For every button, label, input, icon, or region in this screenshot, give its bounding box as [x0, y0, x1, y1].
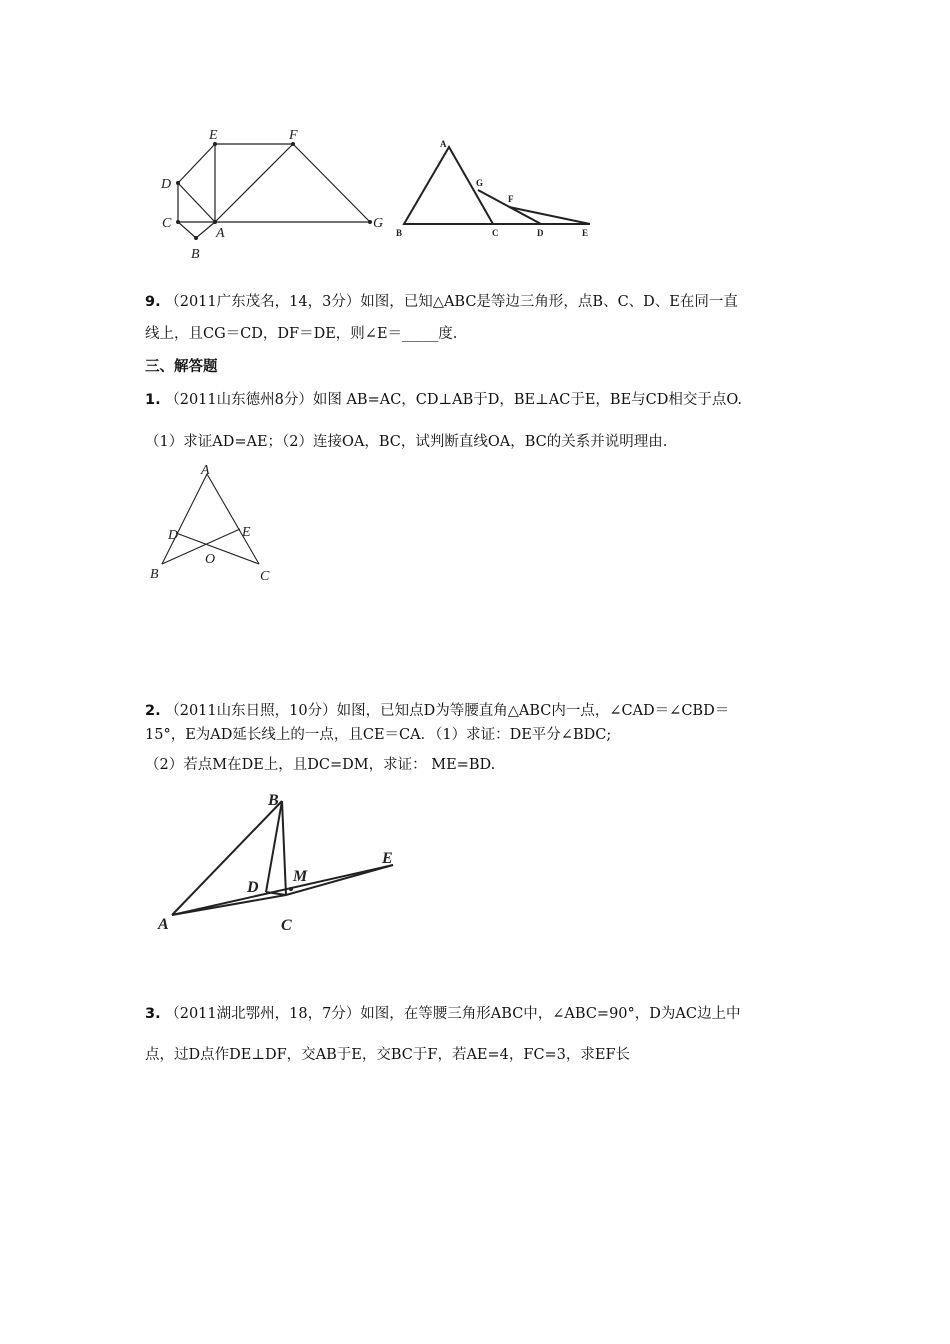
problem-1-line2: （1）求证AD=AE；（2）连接OA，BC，试判断直线OA，BC的关系并说明理由.	[145, 434, 668, 450]
label-D: D	[537, 228, 544, 238]
label-B: B	[396, 228, 403, 238]
question-9	[145, 292, 738, 312]
label-B: B	[268, 792, 279, 809]
label-G: G	[476, 178, 484, 188]
problem-2	[145, 701, 729, 721]
problem-text: （2011山东日照，10分）如图，已知点D为等腰直角△ABC内一点，∠CAD＝∠CBD＝	[165, 703, 730, 719]
figure-p2-diagram	[150, 785, 410, 945]
question-text: （2011广东茂名，14，3分）如图，已知△ABC是等边三角形，点B、C、D、E在同一直	[165, 294, 738, 310]
label-A: A	[216, 226, 225, 241]
label-D: D	[161, 177, 172, 192]
label-M: M	[293, 868, 308, 885]
label-D: D	[168, 528, 179, 543]
label-D: D	[247, 879, 259, 896]
problem-2-line2: 15°，E为AD延长线上的一点，且CE＝CA．（1）求证：DE平分∠BDC;	[145, 727, 612, 743]
label-A: A	[158, 916, 169, 933]
label-C: C	[162, 216, 172, 231]
label-E: E	[582, 228, 589, 238]
question-9-line2: 线上，且CG＝CD，DF＝DE，则∠E＝_____度.	[145, 326, 458, 342]
label-B: B	[150, 567, 159, 582]
label-G: G	[373, 216, 384, 231]
figure-q8-diagram	[155, 120, 395, 265]
problem-text: （2011山东德州8分）如图 AB=AC，CD⊥AB于D，BE⊥AC于E，BE与CD相交于点O.	[165, 392, 743, 408]
label-A: A	[440, 139, 447, 149]
label-B: B	[191, 247, 200, 262]
label-C: C	[492, 228, 499, 238]
problem-number: 1.	[145, 392, 161, 408]
label-E: E	[382, 850, 393, 867]
label-O: O	[205, 552, 216, 567]
label-E: E	[242, 525, 251, 540]
problem-1	[145, 390, 742, 410]
question-number: 9.	[145, 294, 161, 310]
problem-number: 2.	[145, 703, 161, 719]
problem-number: 3.	[145, 1006, 161, 1022]
section-title: 三、解答题	[145, 358, 218, 375]
problem-2-line3: （2）若点M在DE上，且DC=DM，求证： ME=BD.	[145, 757, 496, 773]
problem-text: （2011湖北鄂州，18，7分）如图，在等腰三角形ABC中，∠ABC=90°，D为AC边上中	[165, 1006, 741, 1022]
label-F: F	[508, 194, 514, 204]
label-C: C	[281, 917, 292, 934]
label-C: C	[260, 569, 270, 584]
problem-3-line2: 点，过D点作DE⊥DF，交AB于E，交BC于F，若AE=4，FC=3，求EF长	[145, 1047, 631, 1063]
problem-3	[145, 1004, 740, 1024]
figure-q9-diagram	[392, 135, 602, 245]
label-F: F	[289, 128, 298, 143]
label-A: A	[201, 463, 210, 478]
label-E: E	[209, 128, 218, 143]
figure-p1-diagram	[145, 462, 280, 592]
